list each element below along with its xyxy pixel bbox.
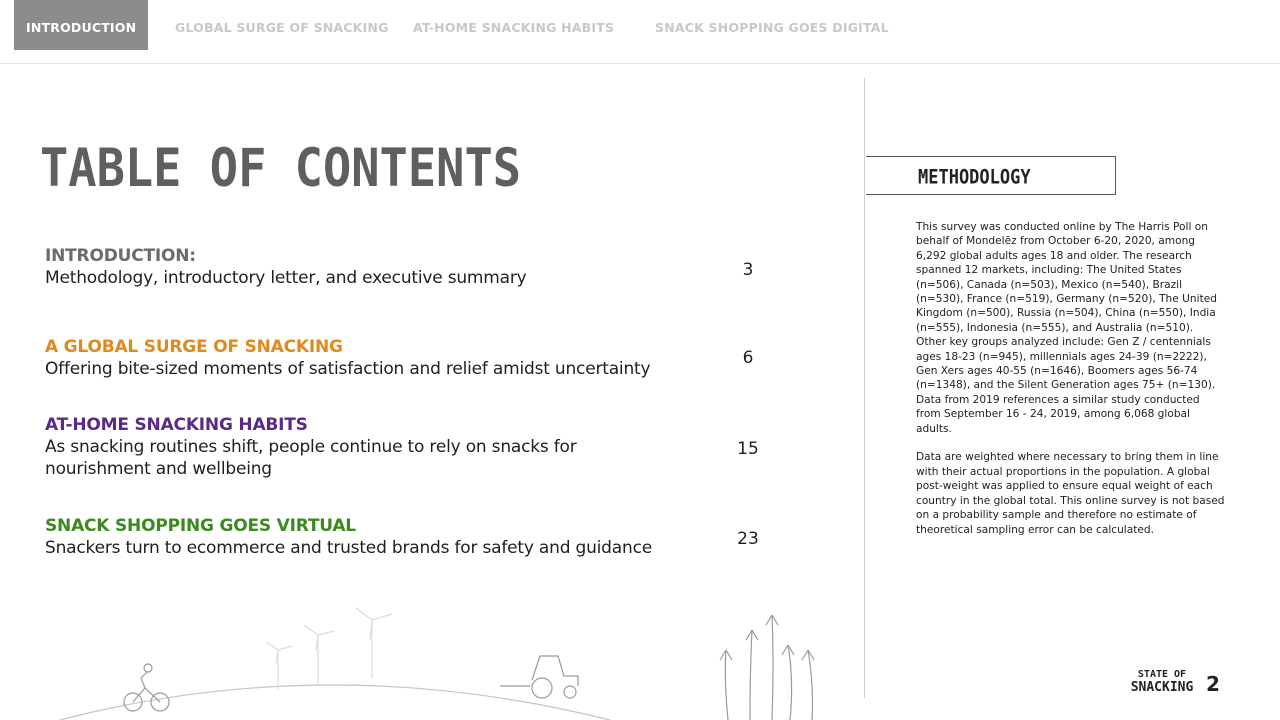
- slide-number: 2: [1206, 672, 1220, 696]
- section-heading: INTRODUCTION:: [45, 246, 196, 266]
- countryside-illustration: [0, 590, 860, 720]
- section-description: Methodology, introductory letter, and executive summary: [45, 268, 527, 288]
- methodology-text: [916, 220, 1226, 551]
- section-page-number: 6: [742, 348, 754, 368]
- section-description: Offering bite-sized moments of satisfaction and relief amidst uncertainty: [45, 359, 651, 379]
- section-heading: A GLOBAL SURGE OF SNACKING: [45, 337, 343, 357]
- state-of-snacking-logo: [1128, 668, 1196, 694]
- toc-section-global-surge[interactable]: [45, 336, 725, 380]
- tab-introduction[interactable]: INTRODUCTION: [14, 0, 148, 50]
- toc-section-introduction[interactable]: [45, 245, 725, 289]
- section-description: Snackers turn to ecommerce and trusted brands for safety and guidance: [45, 538, 652, 558]
- page-title: TABLE OF CONTENTS: [40, 138, 522, 200]
- wheat-icon: [720, 615, 814, 720]
- section-page-number: 23: [737, 529, 759, 549]
- tab-global-surge[interactable]: GLOBAL SURGE OF SNACKING: [175, 20, 389, 35]
- tab-at-home-habits[interactable]: AT-HOME SNACKING HABITS: [413, 20, 615, 35]
- section-description: As snacking routines shift, people continue to rely on snacks for nourishment and wellbeing: [45, 437, 577, 479]
- wind-turbine-icon: [266, 608, 392, 690]
- tab-snack-shopping[interactable]: SNACK SHOPPING GOES DIGITAL: [655, 20, 889, 35]
- logo-line-2: SNACKING: [1130, 680, 1194, 695]
- section-page-number: 3: [742, 260, 754, 280]
- toc-section-at-home-habits[interactable]: [45, 414, 605, 480]
- methodology-paragraph: This survey was conducted online by The Harris Poll on behalf of Mondelēz from October 6-20, 2020, among 6,292 global adults ages 18 and older. The research spanned 12 markets, including: The United States (n=506), Canada (n=503), Mexico (n=540), Brazil (n=530), France (n=519), Germany (n=520), The United Kingdom (n=500), Russia (n=504), China (n=550), India (n=555), Indonesia (n=555), and Australia (n=510). Other key groups analyzed include: Gen Z / centennials ages 18-23 (n=945), millennials ages 24-39 (n=2222), Gen Xers ages 40-55 (n=1646), Boomers ages 56-74 (n=1348), and the Silent Generation ages 75+ (n=130). Data from 2019 references a similar study conducted from September 16 - 24, 2019, among 6,068 global adults.: [916, 221, 1217, 435]
- top-navigation: [0, 0, 1280, 64]
- methodology-heading: METHODOLOGY: [918, 166, 1031, 189]
- tractor-icon: [500, 656, 578, 698]
- methodology-paragraph: Data are weighted where necessary to bring them in line with their actual proportions in the population. A global post-weight was applied to ensure equal weight of each country in the global total. This online survey is not based on a probability sample and therefore no estimate of theoretical sampling error can be calculated.: [916, 451, 1225, 536]
- section-page-number: 15: [737, 439, 759, 459]
- logo-line-1: STATE OF: [1137, 669, 1187, 680]
- toc-section-snack-shopping[interactable]: [45, 515, 725, 559]
- section-heading: AT-HOME SNACKING HABITS: [45, 415, 308, 435]
- column-divider: [864, 78, 865, 698]
- section-heading: SNACK SHOPPING GOES VIRTUAL: [45, 516, 356, 536]
